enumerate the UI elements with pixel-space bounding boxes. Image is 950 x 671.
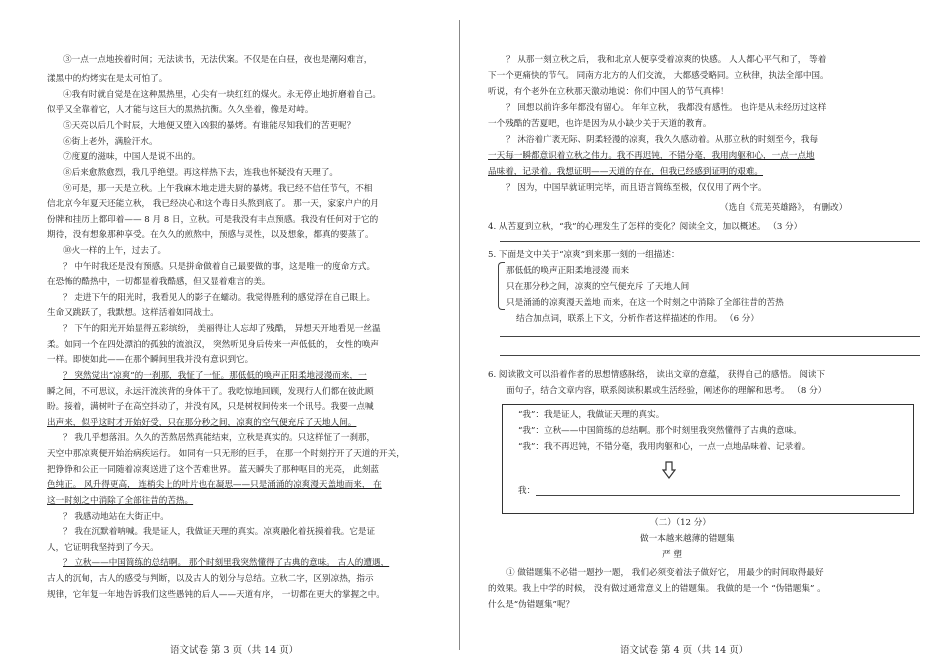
text-line: ④我有时就自觉是在这种黑热里，心尖有一块红红的煤火。永无停止地折磨着自己。 (63, 90, 381, 100)
text-line: 的效果。我上中学的时候， 没有做过通常意义上的错题集。 我做的是一个 “伪错题集” 。 (488, 584, 826, 594)
text-line: ⑧后来愈熬愈烈，我几乎绝望。再这样热下去，连我也怀疑没有天理了。 (63, 168, 339, 178)
text-line: 古人的沉甸，古人的感受与判断，以及古人的划分与总结。立秋二字，区别凉热，指示 (47, 574, 374, 584)
text-line: ？ 走进下午的阳光时，我看见人的影子在蠕动。我觉得胜利的感觉浮在自己眼上。 (63, 293, 376, 303)
question-6: 6. 阅读散文可以沿着作者的思想情感脉络， 读出文章的意蕴， 获得自己的感悟。 阅读下 (488, 370, 826, 380)
answer-label: 我： (518, 486, 536, 496)
text-line: ？ 我几乎想落泪。久久的苦熬居然真能结束，立秋是真实的。只这样怔了一刹那， (63, 433, 376, 443)
page-footer: 语文试卷 第 4 页（共 14 页） (620, 645, 749, 656)
text-line: 生命又跳跃了，我默想。这样活着如同战士。 (47, 308, 219, 318)
text-line: ③一点一点地挨着时间；无法读书，无法伏案。不仅是在白昼，夜也是潮闷难言， (63, 55, 373, 65)
left-page (0, 0, 458, 671)
text-line: 似乎又全靠着它，人才能与这巨大的黑热抗衡。久久坐着，像是对峙。 (47, 105, 314, 115)
section-heading: （二）（12 分） (650, 518, 711, 528)
answer-line[interactable] (500, 355, 920, 356)
text-line: 信北京今年夏天还能立秋， 我已经决心和这个毒日头熬到底了。 那一天，家家户户的月 (47, 199, 380, 209)
quote-line: “我”：我不再迟钝，不错分毫，我用肉躯和心，一点一点地品味着、记录着。 (518, 442, 811, 452)
text-line: 什么是“伪错题集”呢？ (488, 600, 575, 610)
text-line: 这一时刻之中消除了全部往昔的苦热。 (47, 496, 194, 506)
text-line: 人，它证明我坚持到了今天。 (47, 543, 159, 553)
text-line: ⑤天亮以后几个时辰，大地便又堕入凶狠的暴烤。有谁能尽知我们的苦更呢？ (63, 121, 356, 131)
source-note: （选自《荒芜英雄路》， 有删改） (720, 203, 848, 213)
text-line: 份牌和挂历上都印着—— 8 月 8 日，立秋。可是我没有丰点预感。我没有任何对于它的 (47, 215, 379, 225)
page-divider (459, 20, 460, 650)
text-line: 色纯正。 风升得更高， 连梢尖上的叶片也在凝思——只是涌涌的凉爽漫天盖地而来， 在 (47, 480, 382, 490)
quote-line: 只是涌涌的凉爽漫天盖地 而来，在这一个时刻之中消除了全部往昔的苦热 (506, 298, 784, 308)
quote-line: “我”：我是证人，我做证天理的真实。 (518, 410, 665, 420)
answer-line[interactable] (500, 336, 920, 337)
text-line: 下一个更痛快的节气。 同南方北方的人们交流， 大都感受略同。立秋律，执法全部中国。 (488, 71, 829, 81)
text-line: 天空中那凉爽便开始治病疾运行。 如同有一只无形的巨手， 在那一个时刻拧开了天道的开关， (47, 449, 405, 459)
text-line: 把铮铮和公正一同随着凉爽送进了这个苦难世界。 蓝天瞬失了那种呕目的光亮， 此刻蓝 (47, 465, 380, 475)
brace (498, 262, 505, 310)
text-line: 瞬之间，不可思议，永远汗流浃背的身体干了。我吃惊地回顾，发现行人们都在彼此顾 (47, 387, 374, 397)
text-line: ⑩火一样的上午，过去了。 (63, 246, 167, 256)
text-line: 出声来，似乎这时才开始好受，只在那分秒之间，凉爽的空气便充斥了天地人间。 (47, 418, 357, 428)
page-footer: 语文试卷 第 3 页（共 14 页） (170, 645, 299, 656)
text-line: ？ 我在沉默着呐喊。我是证人，我做证天理的真实。凉爽融化着抚摸着我。它是证 (63, 527, 376, 537)
text-line: ⑨可是，那一天是立秋。上午我麻木地走进夫厨的暴烤。我已经不信任节气，不相 (63, 184, 373, 194)
text-line: 一个残酷的苦夏吧，也许是因为从小缺少关于天道的教育。 (488, 119, 712, 129)
answer-line[interactable] (536, 495, 900, 496)
text-line: ？ 中午时我还是没有预感。只是拼命做着自己最要做的事，这是唯一的度命方式。 (63, 262, 376, 272)
text-line: ？ 因为，中国早就证明完毕，而且语言简练至极，仅仅用了两个字。 (506, 183, 767, 193)
text-line: ？ 沐浴着广袤无际、阴柔轻漫的凉爽，我久久感动着。从那立秋的时刻至今，我每 (506, 135, 819, 145)
text-line: 漾黑中的灼烤实在是太可怕了。 (47, 74, 168, 84)
right-page (470, 0, 950, 671)
text-line: ？ 立秋——中国简练的总结啊。 那个时刻里我突然懂得了古典的意味。 古人的遭遇， (63, 558, 390, 568)
text-line: 在恐怖的酷热中，一切都显着我酷感，但又显着难言的美。 (47, 277, 271, 287)
text-line: 结合加点词，联系上下文，分析作者这样描述的作用。 （6 分） (516, 314, 759, 324)
text-line: 期待，没有想象那种享受。在久久的煎熬中，预感与灵性，以及想象，都真的要蒸了。 (47, 230, 374, 240)
text-line: 面句子，结合文章内容，联系阅读积累或生活经验，阐述你的理解和思考。 （8 分） (506, 386, 827, 396)
text-line: ⑥街上老外，满脸汗水。 (63, 137, 158, 147)
article-author: 严 塑 (662, 550, 682, 560)
text-line: 规律，它年复一年地告诉我们这些愚钝的后人——天道有序， 一切都在更大的掌握之中。 (47, 590, 385, 600)
quote-line: 那低低的唤声正阳柔地浸漫 而来 (506, 266, 630, 276)
text-line: ？ 从那一刻立秋之后， 我和北京人便享受着凉爽的快感。 人人都心平气和了， 等着 (506, 55, 827, 65)
text-line: ？ 我感动地站在大街正中。 (63, 512, 169, 522)
text-line: 品味着，记录着。我想证明——天道的存在，但我已经感到证明的艰难。 (488, 167, 764, 177)
down-arrow-icon (662, 461, 676, 479)
answer-line[interactable] (500, 241, 920, 242)
question-4: 4. 从苦夏到立秋，“我”的心理发生了怎样的变化？阅读全文，加以概述。 （3 分） (488, 222, 803, 232)
article-title: 做一本越来越薄的错题集 (640, 534, 735, 544)
text-line: 柔。如同一个在四处漂泊的孤独的流浪汉， 突然听见身后传来一声低低的， 女性的唤声 (47, 340, 380, 350)
question-5: 5. 下面是文中关于“凉爽”到来那一刻的一组描述： (488, 250, 680, 260)
text-line: ？ 突然觉出“凉爽”的一刹那，我怔了一怔。那低低的唤声正阳柔地浸漫而来，一 (63, 371, 367, 381)
text-line: ① 做错题集不必错一题抄一题， 我们必须变着法子做好它， 用最少的时间取得最好 (506, 568, 824, 578)
text-line: ？ 下午的阳光开始显得五彩缤纷， 美丽得让人忘却了残酷， 异想天开地看见一丝温 (63, 324, 381, 334)
text-line: ⑦度夏的滋味，中国人是说不出的。 (63, 152, 201, 162)
text-line: 盼。接着，满树叶子在高空抖动了，并没有风，只是树杈间传来一个讯号。我要一点喊 (47, 402, 374, 412)
quote-line: 只在那分秒之间，凉爽的空气便充斥 了天地人间 (506, 282, 690, 292)
quote-line: “我”：立秋——中国简练的总结啊。那个时刻里我突然懂得了古典的意味。 (518, 426, 802, 436)
text-line: 听说，有个老外在立秋那天激动地说：你们中国人的节气真棒！ (488, 87, 729, 97)
text-line: 一样。即使如此——在那个瞬间里我并没有意识到它。 (47, 355, 254, 365)
text-line: 一天每一瞬都意识着立秋之伟力。我不再迟钝，不错分毫，我用肉躯和心，一点一点地 (488, 151, 815, 161)
text-line: ？ 回想以前许多年都没有留心。 年年立秋， 我都没有感性。 也许是从未经历过这样 (506, 103, 827, 113)
